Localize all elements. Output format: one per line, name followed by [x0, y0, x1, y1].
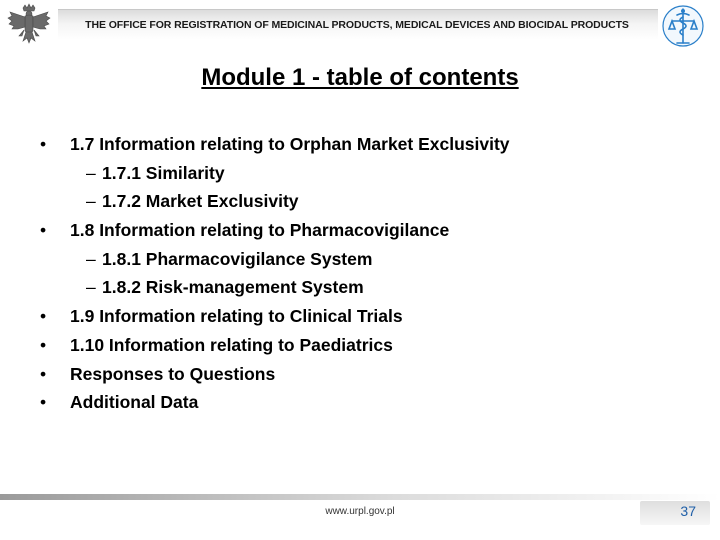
toc-subitem-text: 1.8.1 Pharmacovigilance System — [102, 248, 373, 269]
dash-marker: – — [86, 248, 96, 269]
toc-item — [40, 331, 700, 360]
bullet-marker: • — [40, 306, 47, 327]
toc-subitem-text: 1.8.2 Risk-management System — [102, 277, 364, 298]
toc-item-text: 1.9 Information relating to Clinical Trials — [70, 306, 403, 327]
toc-item — [40, 302, 700, 331]
eagle-emblem-icon — [6, 3, 52, 47]
slide-title: Module 1 - table of contents — [201, 64, 519, 91]
bullet-marker: • — [40, 220, 47, 241]
bullet-marker: • — [40, 334, 47, 355]
toc-subitem-text: 1.7.1 Similarity — [102, 162, 225, 183]
header-title: THE OFFICE FOR REGISTRATION OF MEDICINAL PRODUCTS, MEDICAL DEVICES AND BIOCIDAL PRODUCTS — [85, 19, 629, 31]
toc-subitem — [40, 159, 700, 188]
table-of-contents — [40, 130, 700, 417]
toc-item — [40, 388, 700, 417]
dash-marker: – — [86, 191, 96, 212]
toc-item — [40, 216, 700, 245]
toc-item-text: 1.10 Information relating to Paediatrics — [70, 334, 393, 355]
toc-subitem — [40, 187, 700, 216]
page-number: 37 — [680, 503, 696, 519]
toc-item-text: 1.8 Information relating to Pharmacovigilance — [70, 220, 450, 241]
footer-divider — [0, 494, 720, 500]
caduceus-emblem-icon — [660, 3, 706, 49]
dash-marker: – — [86, 277, 96, 298]
toc-subitem — [40, 273, 700, 302]
bullet-marker: • — [40, 363, 47, 384]
footer-url: www.urpl.gov.pl — [325, 506, 395, 517]
toc-item-text: Additional Data — [70, 392, 199, 413]
toc-subitem-text: 1.7.2 Market Exclusivity — [102, 191, 299, 212]
dash-marker: – — [86, 162, 96, 183]
bullet-marker: • — [40, 134, 47, 154]
toc-item-text: 1.7 Information relating to Orphan Market Exclusivity — [70, 134, 510, 154]
toc-subitem — [40, 245, 700, 274]
toc-item — [40, 360, 700, 389]
toc-item-text: Responses to Questions — [70, 363, 276, 384]
bullet-marker: • — [40, 392, 47, 413]
toc-item — [40, 130, 700, 159]
slide-header — [0, 0, 720, 48]
